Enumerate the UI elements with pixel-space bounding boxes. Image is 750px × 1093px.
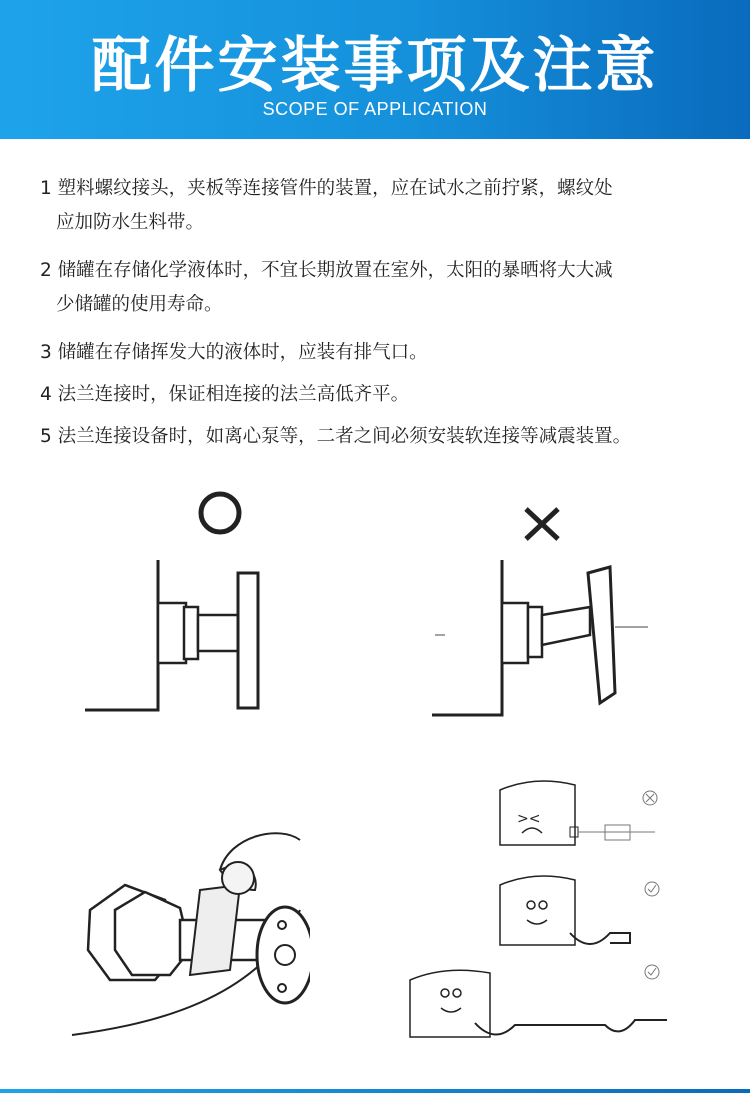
header-banner bbox=[0, 0, 750, 139]
note-text: 法兰连接设备时，如离心泵等，二者之间必须安装软连接等减震装置。 bbox=[57, 426, 632, 447]
note-item bbox=[40, 378, 740, 412]
note-number: 2 bbox=[40, 260, 52, 281]
note-text-cont: 应加防水生料带。 bbox=[56, 212, 205, 233]
note-text: 储罐在存储挥发大的液体时，应装有排气口。 bbox=[57, 342, 428, 363]
note-text-cont: 少储罐的使用寿命。 bbox=[56, 294, 223, 315]
page-subtitle: SCOPE OF APPLICATION bbox=[262, 99, 488, 119]
wrong-flange-diagram bbox=[430, 495, 660, 725]
note-number: 5 bbox=[40, 426, 52, 447]
footer-divider bbox=[0, 1089, 750, 1093]
cross-circle-icon bbox=[643, 791, 657, 805]
note-item bbox=[40, 336, 740, 370]
note-item bbox=[40, 172, 740, 240]
check-circle-icon bbox=[645, 965, 659, 979]
note-text: 塑料螺纹接头，夹板等连接管件的装置，应在试水之前拧紧，螺纹处 bbox=[57, 178, 613, 199]
thread-tape-illustration bbox=[70, 830, 310, 1040]
note-item bbox=[40, 254, 740, 322]
note-text: 储罐在存储化学液体时，不宜长期放置在室外，太阳的暴晒将大大减 bbox=[57, 260, 613, 281]
note-item bbox=[40, 420, 740, 454]
note-text: 法兰连接时，保证相连接的法兰高低齐平。 bbox=[57, 384, 410, 405]
soft-connection-illustration bbox=[405, 755, 675, 1045]
check-circle-icon bbox=[645, 882, 659, 896]
correct-flange-diagram bbox=[80, 485, 280, 725]
page-title: 配件安装事项及注意 bbox=[91, 31, 659, 101]
note-number: 4 bbox=[40, 384, 52, 405]
note-number: 1 bbox=[40, 178, 52, 199]
notes-list bbox=[40, 172, 740, 468]
note-number: 3 bbox=[40, 342, 52, 363]
wrong-mark-icon bbox=[526, 509, 558, 539]
correct-mark-icon bbox=[201, 494, 239, 532]
svg-text:><: >< bbox=[517, 811, 541, 827]
